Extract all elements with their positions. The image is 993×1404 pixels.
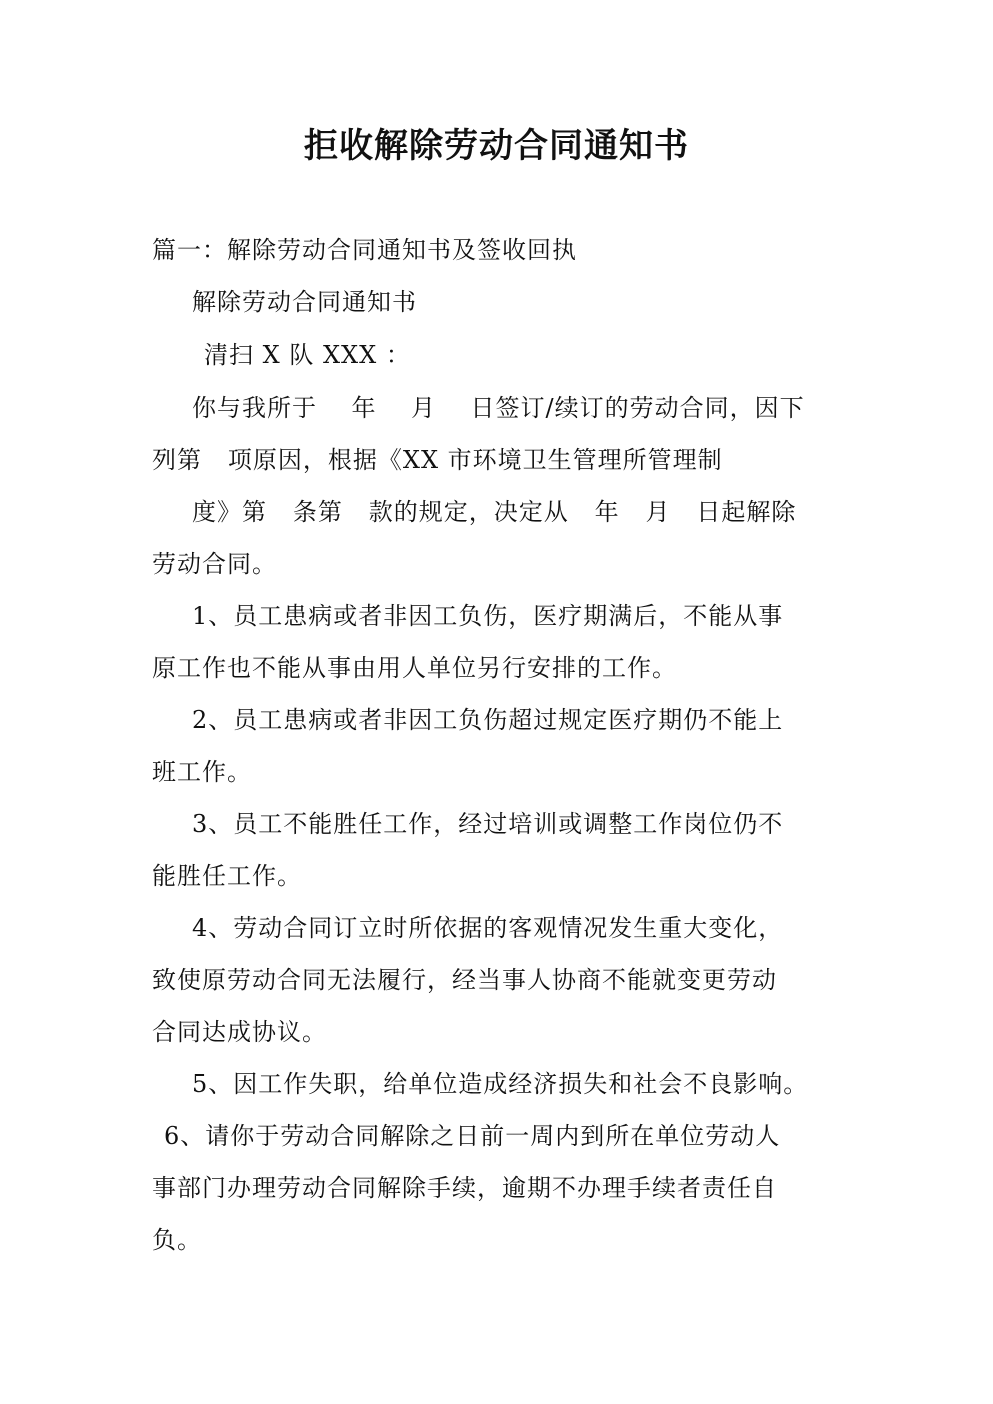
body-paragraph-line: 你与我所于 年 月 日签订/续订的劳动合同，因下 (192, 394, 805, 422)
reason-item-4-cont: 合同达成协议。 (152, 1018, 327, 1046)
reason-item-4: 4、劳动合同订立时所依据的客观情况发生重大变化， (192, 914, 784, 942)
recipient-line: 清扫 X 队 XXX ： (204, 341, 411, 369)
instruction-item-6-cont: 事部门办理劳动合同解除手续，逾期不办理手续者责任自 (152, 1174, 777, 1202)
reason-item-2-cont: 班工作。 (152, 758, 252, 786)
reason-item-1-cont: 原工作也不能从事由用人单位另行安排的工作。 (152, 654, 677, 682)
notice-subtitle: 解除劳动合同通知书 (192, 288, 417, 316)
document-title: 拒收解除劳动合同通知书 (304, 126, 689, 166)
reason-item-1: 1、员工患病或者非因工负伤，医疗期满后，不能从事 (192, 602, 784, 630)
body-paragraph-line: 列第 项原因，根据《XX 市环境卫生管理所管理制 (152, 446, 723, 474)
reason-item-5: 5、因工作失职，给单位造成经济损失和社会不良影响。 (192, 1070, 809, 1098)
instruction-item-6-cont: 负。 (152, 1226, 202, 1254)
body-paragraph-line: 度》第 条第 款的规定，决定从 年 月 日起解除 (192, 498, 797, 526)
body-paragraph-line: 劳动合同。 (152, 550, 277, 578)
instruction-item-6: 6、请你于劳动合同解除之日前一周内到所在单位劳动人 (164, 1122, 781, 1150)
section-heading: 篇一：解除劳动合同通知书及签收回执 (152, 236, 577, 264)
reason-item-3-cont: 能胜任工作。 (152, 862, 302, 890)
reason-item-3: 3、员工不能胜任工作，经过培训或调整工作岗位仍不 (192, 810, 784, 838)
reason-item-2: 2、员工患病或者非因工负伤超过规定医疗期仍不能上 (192, 706, 784, 734)
reason-item-4-cont: 致使原劳动合同无法履行，经当事人协商不能就变更劳动 (152, 966, 777, 994)
